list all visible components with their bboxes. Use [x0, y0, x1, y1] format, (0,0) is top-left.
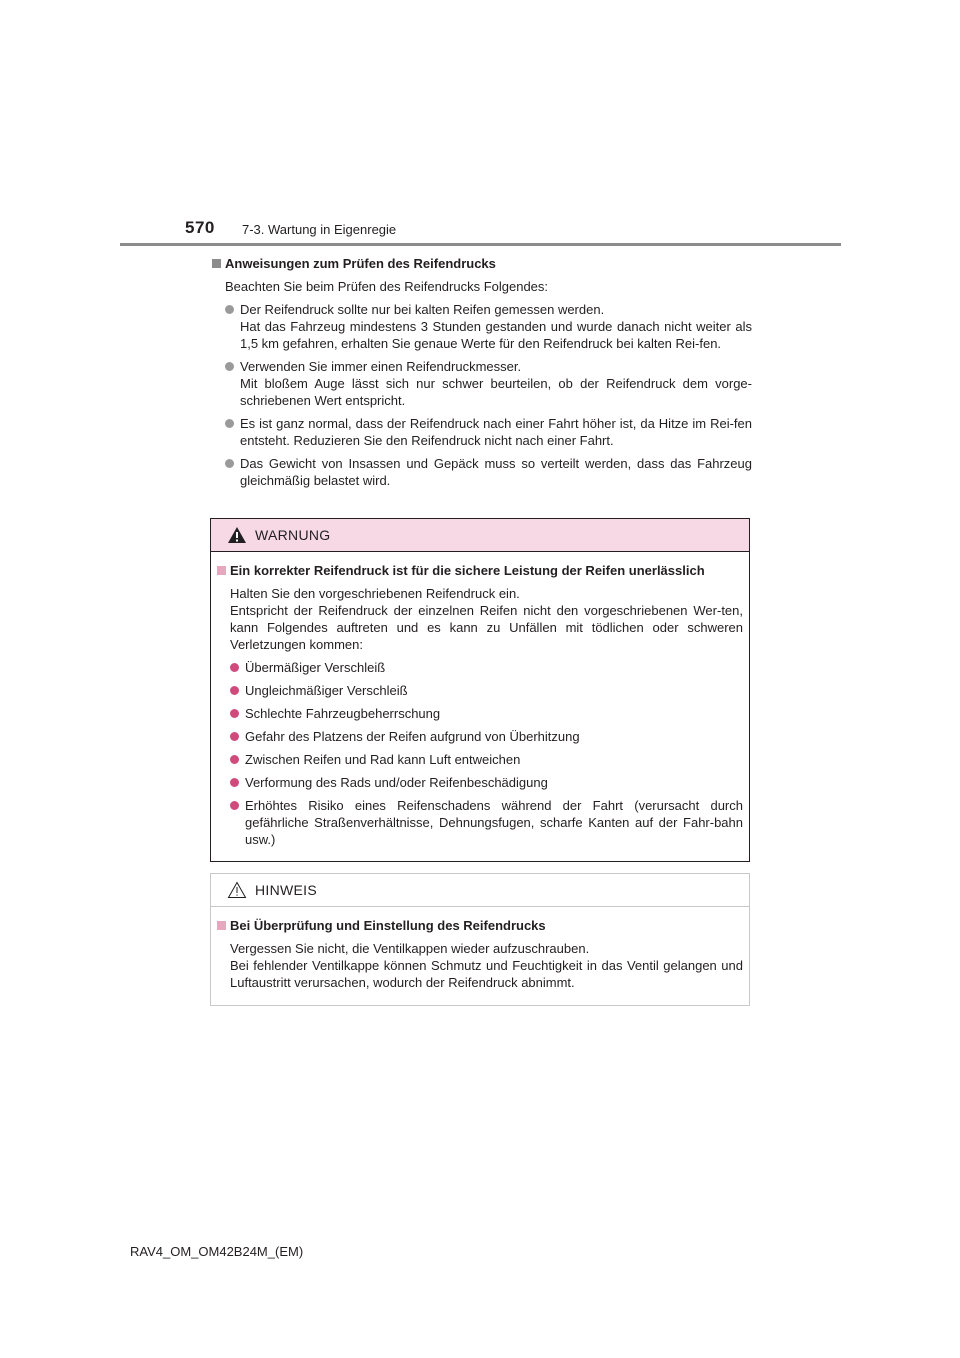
- warning-triangle-icon: [227, 526, 247, 544]
- note-box: [210, 873, 750, 1006]
- warning-header: [211, 519, 749, 552]
- list-item-text: Gefahr des Platzens der Reifen aufgrund von Überhitzung: [245, 729, 580, 744]
- bullet-dot-icon: [230, 732, 239, 741]
- section-heading-text: Anweisungen zum Prüfen des Reifendrucks: [225, 256, 496, 271]
- bullet-dot-icon: [230, 663, 239, 672]
- bullet-dot-icon: [230, 686, 239, 695]
- list-item-text: Es ist ganz normal, dass der Reifendruck nach einer Fahrt höher ist, da Hitze im Rei-fen entsteht. Reduzieren Sie den Reifendruck nicht nach einer Fahrt.: [240, 416, 752, 448]
- list-item: [230, 774, 743, 791]
- page-number: 570: [185, 218, 215, 237]
- list-item-text: Verwenden Sie immer einen Reifendruckmesser.: [240, 359, 522, 374]
- list-item-text: Der Reifendruck sollte nur bei kalten Reifen gemessen werden.: [240, 302, 605, 317]
- list-item: [230, 797, 743, 848]
- caution-triangle-icon: [227, 881, 247, 899]
- bullet-dot-icon: [230, 778, 239, 787]
- section-title: 7-3. Wartung in Eigenregie: [242, 222, 397, 237]
- bullet-dot-icon: [225, 459, 234, 468]
- square-bullet-icon: [217, 921, 226, 930]
- section-heading: [212, 255, 752, 272]
- bullet-dot-icon: [225, 362, 234, 371]
- intro-text: Beachten Sie beim Prüfen des Reifendrucks Folgendes:: [225, 279, 549, 294]
- square-bullet-icon: [212, 259, 221, 268]
- list-item: [225, 358, 752, 409]
- note-heading-text: Bei Überprüfung und Einstellung des Reifendrucks: [230, 918, 546, 933]
- bullet-dot-icon: [225, 419, 234, 428]
- list-item: [230, 728, 743, 745]
- square-bullet-icon: [217, 566, 226, 575]
- note-heading: [217, 917, 743, 934]
- list-item: [225, 301, 752, 352]
- warning-title: WARNUNG: [255, 527, 331, 543]
- warning-box: [210, 518, 750, 862]
- bullet-dot-icon: [230, 755, 239, 764]
- list-item-text: Mit bloßem Auge lässt sich nur schwer beurteilen, ob der Reifendruck dem vorge-schriebenen Wert entspricht.: [240, 376, 752, 408]
- list-item: [230, 751, 743, 768]
- bullet-dot-icon: [230, 801, 239, 810]
- main-content: [212, 255, 752, 495]
- list-item-text: Ungleichmäßiger Verschleiß: [245, 683, 408, 698]
- list-item-text: Zwischen Reifen und Rad kann Luft entweichen: [245, 752, 521, 767]
- bullet-dot-icon: [225, 305, 234, 314]
- note-header: [211, 874, 749, 907]
- note-text: Vergessen Sie nicht, die Ventilkappen wieder aufzuschrauben.: [230, 941, 590, 956]
- note-title: HINWEIS: [255, 882, 317, 898]
- list-item-text: Das Gewicht von Insassen und Gepäck muss so verteilt werden, dass das Fahrzeug gleichmäßig belastet wird.: [240, 456, 752, 488]
- list-item: [225, 415, 752, 449]
- warning-text: Halten Sie den vorgeschriebenen Reifendruck ein.: [230, 586, 520, 601]
- header-divider: [120, 243, 841, 246]
- list-item-text: Hat das Fahrzeug mindestens 3 Stunden gestanden und wurde danach nicht weiter als 1,5 km gefahren, erhalten Sie genaue Werte für den Reifendruck bei kalten Rei-fen.: [240, 319, 752, 351]
- list-item-text: Übermäßiger Verschleiß: [245, 660, 386, 675]
- list-item: [230, 682, 743, 699]
- warning-text: Entspricht der Reifendruck der einzelnen Reifen nicht den vorgeschriebenen Wer-ten, kann Folgendes auftreten und es kann zu Unfällen mit tödlichen oder schweren Verletzungen kommen:: [230, 603, 743, 652]
- warning-heading: [217, 562, 743, 579]
- list-item: [225, 455, 752, 489]
- bullet-dot-icon: [230, 709, 239, 718]
- document-code: RAV4_OM_OM42B24M_(EM): [130, 1244, 304, 1259]
- list-item-text: Erhöhtes Risiko eines Reifenschadens während der Fahrt (verursacht durch gefährliche Straßenverhältnisse, Dehnungsfugen, scharfe Kanten auf der Fahr-bahn usw.): [245, 798, 743, 847]
- list-item-text: Verformung des Rads und/oder Reifenbeschädigung: [245, 775, 548, 790]
- list-item: [230, 705, 743, 722]
- list-item-text: Schlechte Fahrzeugbeherrschung: [245, 706, 441, 721]
- warning-heading-text: Ein korrekter Reifendruck ist für die sichere Leistung der Reifen unerlässlich: [230, 563, 705, 578]
- list-item: [230, 659, 743, 676]
- note-text: Bei fehlender Ventilkappe können Schmutz und Feuchtigkeit in das Ventil gelangen und Luftaustritt verursachen, wodurch der Reifendruck abnimmt.: [230, 958, 743, 990]
